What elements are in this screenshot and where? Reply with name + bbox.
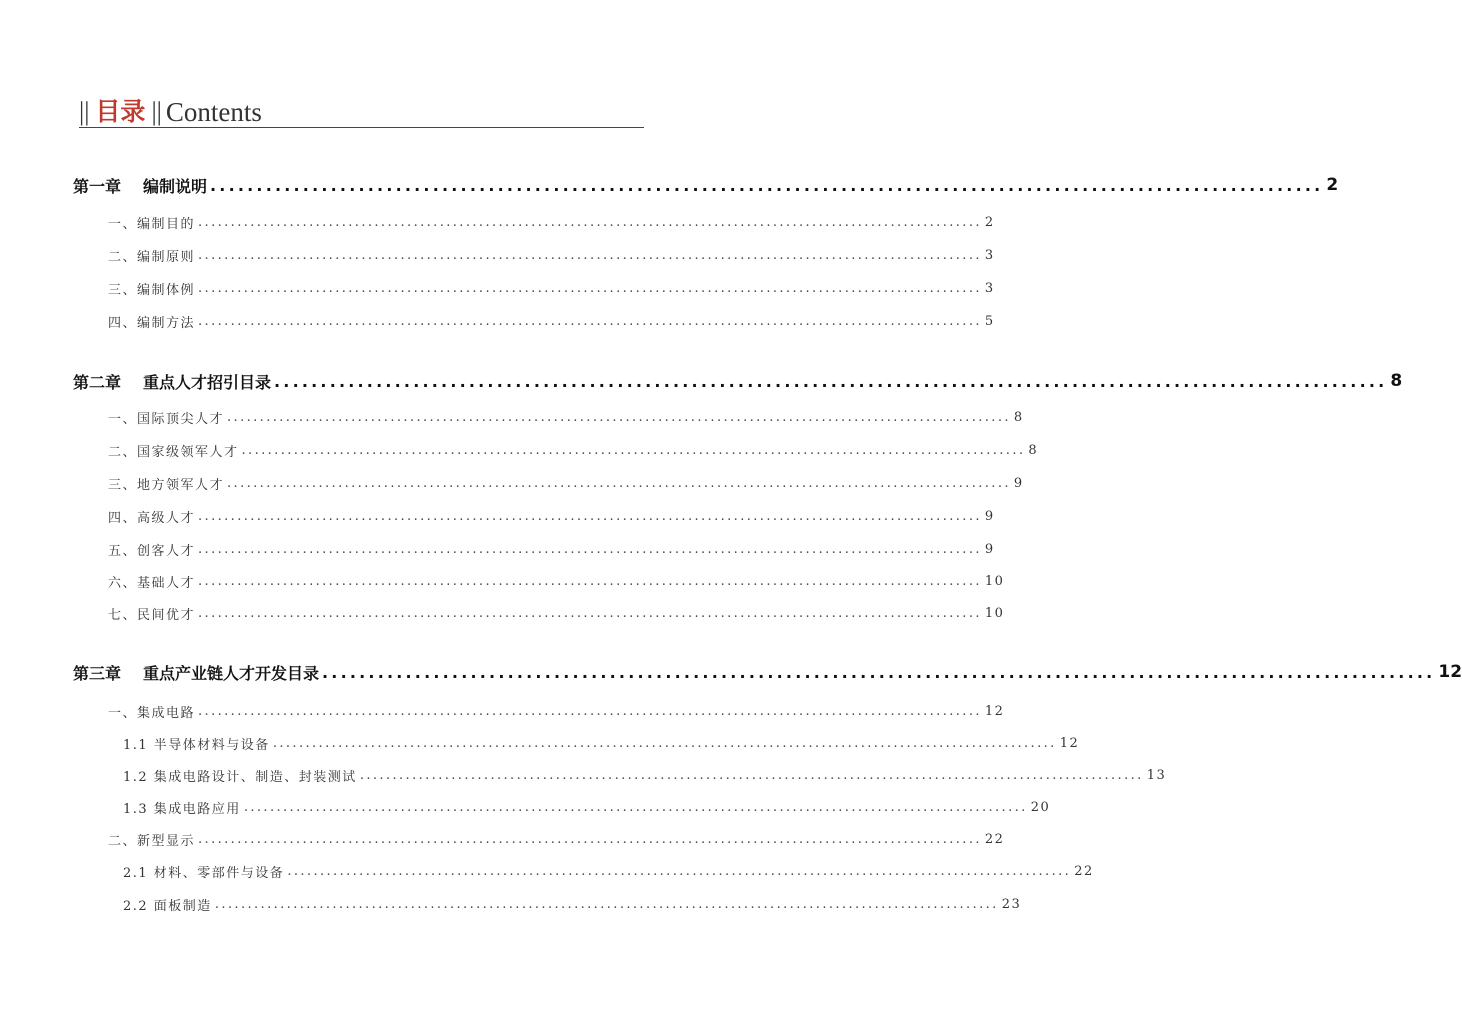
toc-item[interactable] — [108, 244, 995, 266]
item-label: 2.1 材料、零部件与设备 — [123, 865, 285, 881]
toc-item[interactable] — [108, 538, 995, 560]
toc-item[interactable] — [108, 602, 1005, 624]
page-number: 20 — [1030, 799, 1051, 815]
leader-dots: ........................................................................................................................ — [198, 280, 982, 296]
page-number: 5 — [984, 313, 995, 329]
toc-item[interactable] — [108, 828, 1005, 850]
item-label: 一、编制目的 — [108, 216, 196, 232]
leader-dots: ........................................................................................................................ — [272, 735, 1057, 751]
page-number: 2 — [984, 214, 995, 230]
leader-dots: ........................................................................................................................ — [359, 767, 1144, 783]
page-number: 12 — [1059, 735, 1080, 751]
page-number: 3 — [984, 247, 995, 263]
toc-chapter-1[interactable] — [73, 172, 1339, 198]
page-number: 9 — [984, 541, 995, 557]
page-number: 12 — [1438, 662, 1462, 682]
leader-dots: ........................................................................................................................ — [198, 541, 982, 557]
leader-dots: ........................................................................................................................ — [198, 313, 982, 329]
item-label: 六、基础人才 — [108, 575, 196, 591]
page-number: 22 — [1074, 863, 1094, 879]
item-label: 五、创客人才 — [108, 543, 196, 559]
item-label: 二、国家级领军人才 — [108, 444, 239, 460]
leader-dots: ........................................................................................................................ — [274, 371, 1388, 391]
page-number: 8 — [1028, 442, 1039, 458]
toc-item[interactable] — [108, 439, 1039, 461]
leader-dots: ........................................................................................................................ — [322, 662, 1436, 682]
item-label: 二、新型显示 — [108, 833, 196, 849]
leader-dots: ........................................................................................................................ — [214, 896, 999, 912]
leader-dots: ........................................................................................................................ — [241, 442, 1026, 458]
toc-item[interactable] — [108, 406, 1024, 428]
header-title-en: Contents — [165, 97, 262, 127]
page-number: 22 — [984, 831, 1005, 847]
item-label: 1.1 半导体材料与设备 — [123, 737, 270, 753]
toc-chapter-3[interactable] — [73, 659, 1462, 685]
item-label: 三、编制体例 — [108, 282, 196, 298]
page-number: 13 — [1146, 767, 1167, 783]
toc-subitem[interactable] — [123, 893, 1022, 915]
item-label: 一、集成电路 — [108, 705, 196, 721]
chapter-number: 第一章 — [73, 176, 122, 196]
item-label: 2.2 面板制造 — [123, 898, 212, 914]
toc-subitem[interactable] — [123, 796, 1051, 818]
page-number: 10 — [984, 605, 1005, 621]
page-number: 10 — [984, 573, 1005, 589]
chapter-title: 重点人才招引目录 — [143, 372, 272, 392]
toc-item[interactable] — [108, 211, 995, 233]
chapter-number: 第二章 — [73, 372, 122, 392]
chapter-number: 第三章 — [73, 663, 122, 683]
header-bars-left: || — [79, 97, 90, 126]
leader-dots: ........................................................................................................................ — [243, 799, 1028, 815]
page-number: 3 — [984, 280, 995, 296]
leader-dots: ........................................................................................................................ — [198, 247, 982, 263]
item-label: 四、编制方法 — [108, 315, 196, 331]
toc-item[interactable] — [108, 570, 1005, 592]
toc-item[interactable] — [108, 505, 995, 527]
toc-subitem[interactable] — [123, 732, 1080, 754]
leader-dots: ........................................................................................................................ — [198, 703, 982, 719]
leader-dots: ........................................................................................................................ — [198, 573, 982, 589]
chapter-title: 重点产业链人才开发目录 — [143, 663, 320, 683]
item-label: 1.2 集成电路设计、制造、封装测试 — [123, 769, 357, 785]
leader-dots: ........................................................................................................................ — [287, 863, 1072, 879]
leader-dots: ........................................................................................................................ — [227, 409, 1011, 425]
item-label: 三、地方领军人才 — [108, 477, 225, 493]
page-number: 23 — [1001, 896, 1022, 912]
header-title-cn: 目录 — [95, 97, 146, 126]
item-label: 七、民间优才 — [108, 607, 196, 623]
item-label: 二、编制原则 — [108, 249, 196, 265]
page-number: 9 — [1013, 475, 1024, 491]
toc-chapter-2[interactable] — [73, 368, 1403, 394]
leader-dots: ........................................................................................................................ — [198, 605, 982, 621]
toc-item[interactable] — [108, 310, 995, 332]
toc-subitem[interactable] — [123, 764, 1167, 786]
item-label: 一、国际顶尖人才 — [108, 411, 225, 427]
toc-item[interactable] — [108, 700, 1005, 722]
leader-dots: ........................................................................................................................ — [198, 508, 982, 524]
page-number: 8 — [1013, 409, 1024, 425]
toc-item[interactable] — [108, 277, 995, 299]
leader-dots: ........................................................................................................................ — [198, 831, 982, 847]
page-number: 9 — [984, 508, 995, 524]
page-number: 2 — [1326, 175, 1339, 195]
leader-dots: ........................................................................................................................ — [198, 214, 982, 230]
toc-item[interactable] — [108, 472, 1024, 494]
item-label: 1.3 集成电路应用 — [123, 801, 241, 817]
chapter-title: 编制说明 — [143, 176, 208, 196]
header-bars-mid: || — [151, 97, 162, 126]
leader-dots: ........................................................................................................................ — [210, 175, 1324, 195]
page-number: 8 — [1390, 371, 1403, 391]
item-label: 四、高级人才 — [108, 510, 196, 526]
leader-dots: ........................................................................................................................ — [227, 475, 1011, 491]
page-number: 12 — [984, 703, 1005, 719]
toc-subitem[interactable] — [123, 860, 1094, 882]
